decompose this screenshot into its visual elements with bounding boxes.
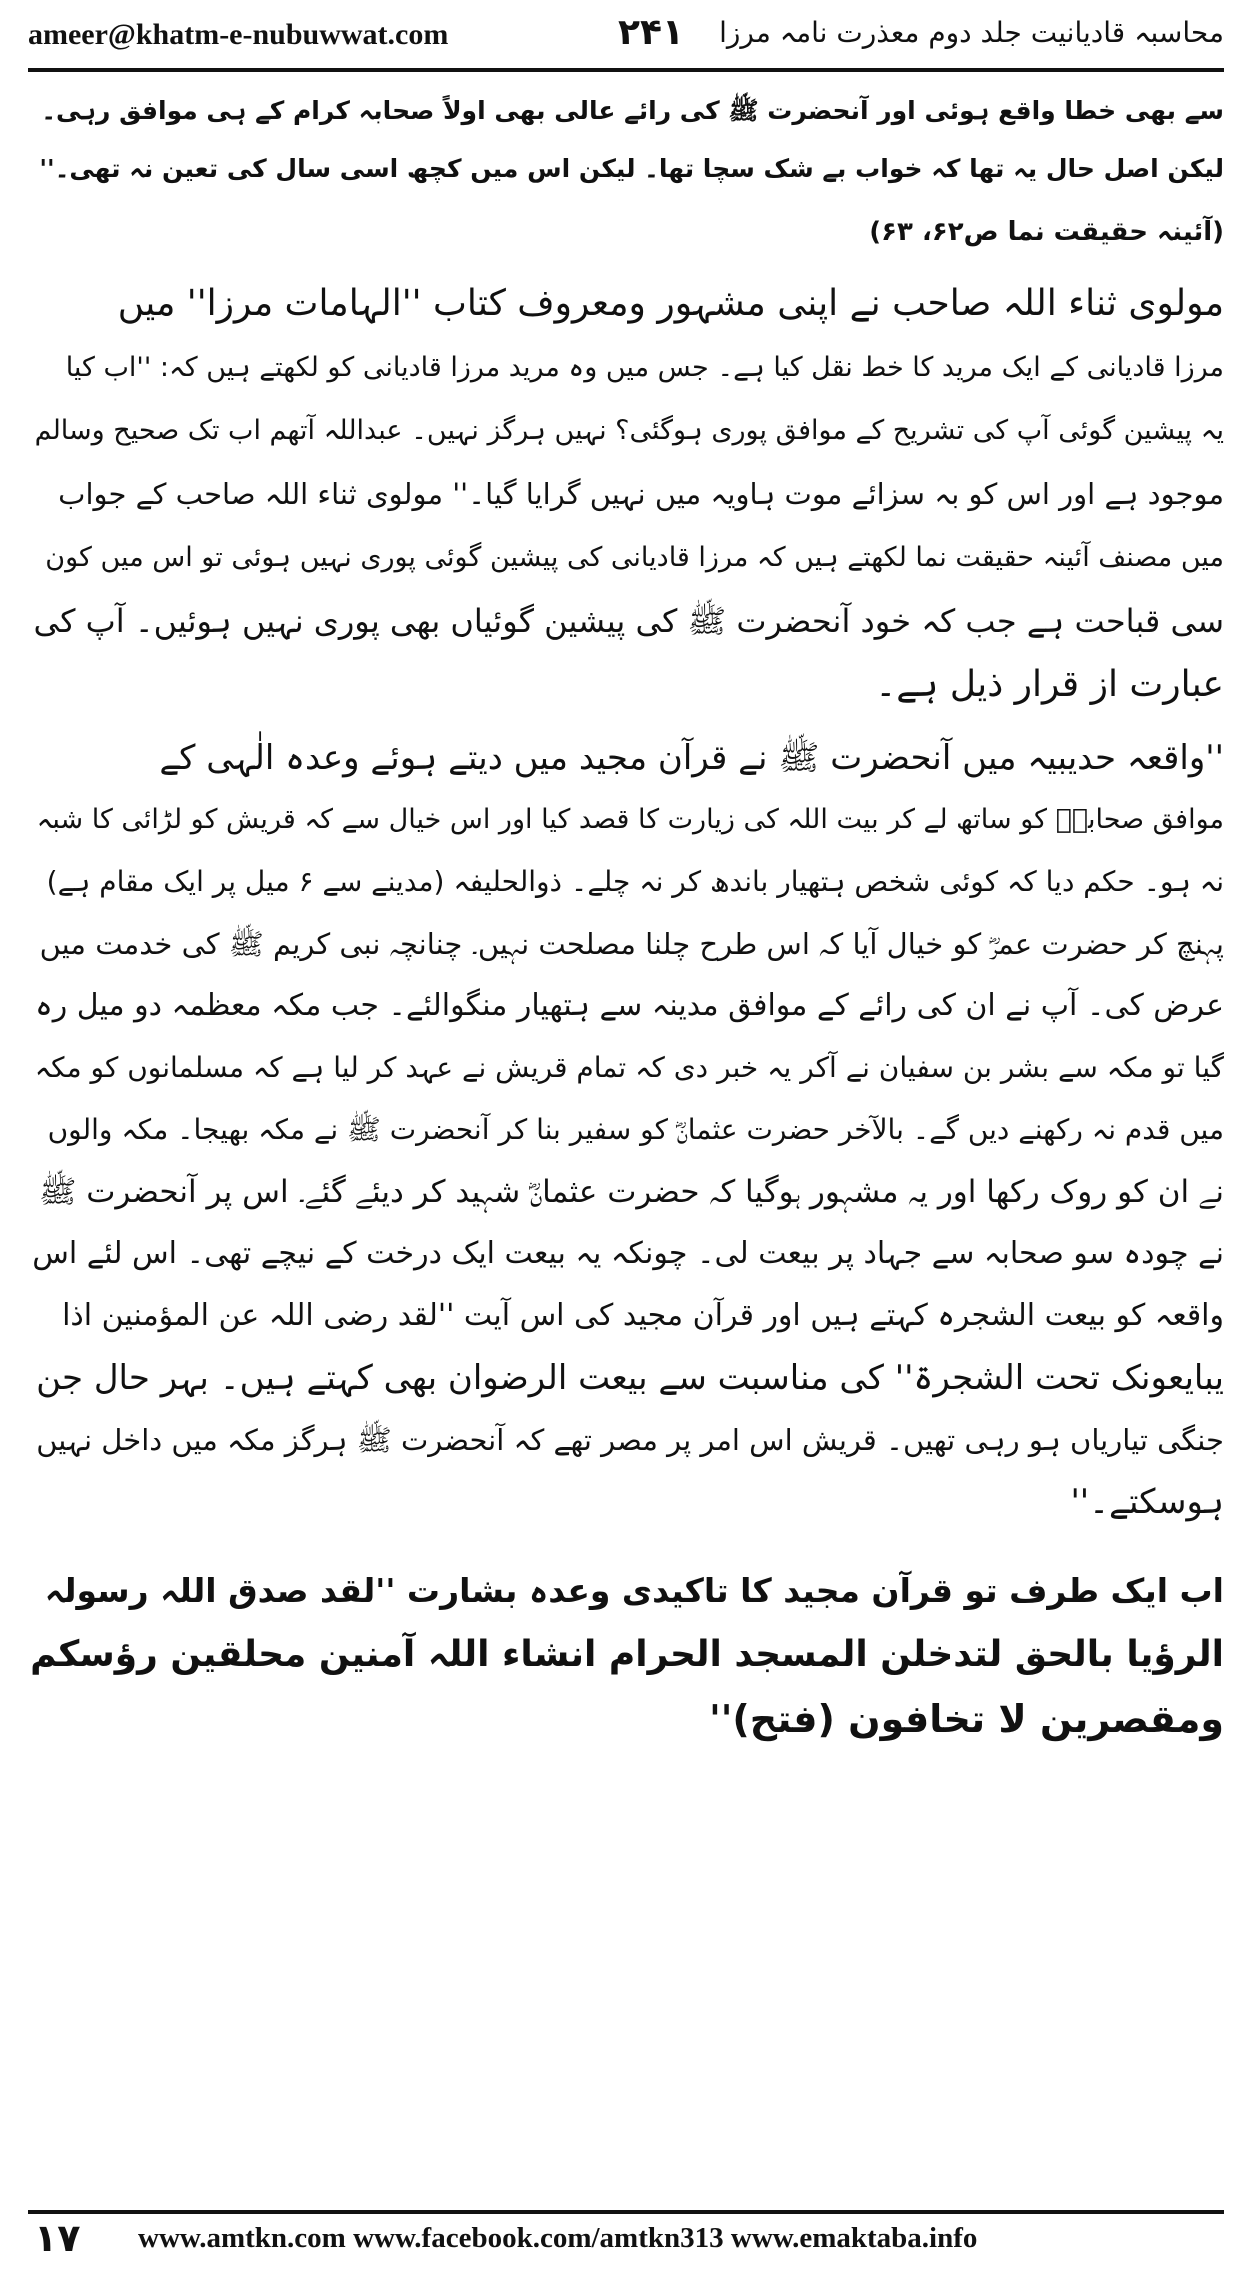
quote-1-line: لیکن اصل حال یہ تھا کہ خواب بے شک سچا تھا۔ لیکن اس میں کچھ اسی سال کی تعین نہ تھی۔'' (39, 154, 1224, 183)
quote-3-line: نے ان کو روک رکھا اور یہ مشہور ہوگیا کہ حضرت عثمانؓ شہید کر دیئے گئے۔ اس پر آنحضرت ﷺ (38, 1173, 1224, 1210)
page-content (28, 82, 1224, 2122)
footer-website-links: www.amtkn.com www.facebook.com/amtkn313 www.emaktaba.info (138, 2222, 978, 2254)
quote-3-line: میں قدم نہ رکھنے دیں گے۔ بالآخر حضرت عثمانؓ کو سفیر بنا کر آنحضرت ﷺ نے مکہ بھیجا۔ مکہ والوں (47, 1112, 1224, 1146)
quote-3-line: نہ ہو۔ حکم دیا کہ کوئی شخص ہتھیار باندھ کر نہ چلے۔ ذوالحلیفہ (مدینے سے ۶ میل پر ایک مقام ہے) (46, 864, 1224, 898)
paragraph-4-line: الرؤیا بالحق لتدخلن المسجد الحرام انشاء اللہ آمنین محلقین رؤسکم (30, 1633, 1224, 1675)
page-header (28, 8, 1224, 72)
paragraph-2-line: مرزا قادیانی کے ایک مرید کا خط نقل کیا ہے۔ جس میں وہ مرید مرزا قادیانی کو لکھتے ہیں کہ: ''اب کیا (65, 351, 1224, 383)
quote-1 (28, 82, 1224, 198)
quote-3-line: گیا تو مکہ سے بشر بن سفیان نے آکر یہ خبر دی کہ تمام قریش نے عہد کر لیا ہے کہ مسلمانوں کو مکہ (34, 1050, 1224, 1084)
paragraph-2-line: عبارت از قرار ذیل ہے۔ (875, 664, 1224, 705)
header-page-number: ۲۴۱ (618, 12, 684, 53)
paragraph-2-line: موجود ہے اور اس کو بہ سزائے موت ہاویہ میں نہیں گرایا گیا۔'' مولوی ثناء اللہ صاحب کے جواب (58, 476, 1224, 511)
quote-3-line: عرض کی۔ آپ نے ان کی رائے کے موافق مدینہ سے ہتھیار منگوالئے۔ جب مکہ معظمہ دو میل رہ (35, 987, 1224, 1023)
quote-3-line: یبایعونک تحت الشجرۃ'' کی مناسبت سے بیعت الرضوان بھی کہتے ہیں۔ بہر حال جن (36, 1357, 1224, 1398)
paragraph-4-line: ومقصرین لا تخافون (فتح)'' (709, 1696, 1224, 1741)
paragraph-2 (28, 272, 1224, 717)
reference-1: (آئینہ حقیقت نما ص۶۲، ۶۳) (869, 217, 1224, 247)
quote-3-line: پہنچ کر حضرت عمرؓ کو خیال آیا کہ اس طرح چلنا مصلحت نہیں۔ چنانچہ نبی کریم ﷺ کی خدمت میں (39, 926, 1224, 961)
page-footer (28, 2210, 1224, 2270)
quote-3-line: جنگی تیاریاں ہو رہی تھیں۔ قریش اس امر پر مصر تھے کہ آنحضرت ﷺ ہرگز مکہ میں داخل نہیں (36, 1422, 1224, 1457)
footer-page-number: ۱۷ (34, 2216, 81, 2260)
paragraph-2-line: سی قباحت ہے جب کہ خود آنحضرت ﷺ کی پیشین گوئیاں بھی پوری نہیں ہوئیں۔ آپ کی (33, 601, 1224, 640)
paragraph-4-line: اب ایک طرف تو قرآن مجید کا تاکیدی وعدہ بشارت ''لقد صدق اللہ رسولہ (44, 1570, 1224, 1610)
quote-3-line: ''واقعہ حدیبیہ میں آنحضرت ﷺ نے قرآن مجید میں دیتے ہوئے وعدہ الٰہی کے (159, 737, 1224, 778)
quote-3 (28, 727, 1224, 1533)
quote-3-line: ہوسکتے۔'' (1070, 1481, 1224, 1522)
paragraph-4 (28, 1559, 1224, 1751)
quote-3-line: موافق صحابہؓ کو ساتھ لے کر بیت اللہ کی زیارت کا قصد کیا اور اس خیال سے کہ قریش کو لڑائی کا شبہ (36, 803, 1224, 835)
paragraph-2-line: مولوی ثناء اللہ صاحب نے اپنی مشہور ومعروف کتاب ''الہامات مرزا'' میں (117, 283, 1224, 324)
quote-3-line: واقعہ کو بیعت الشجرہ کہتے ہیں اور قرآن مجید کی اس آیت ''لقد رضی اللہ عن المؤمنین اذا (62, 1297, 1224, 1333)
paragraph-2-line: میں مصنف آئینہ حقیقت نما لکھتے ہیں کہ مرزا قادیانی کی پیشین گوئی پوری نہیں ہوئی تو اس میں کون (45, 542, 1224, 573)
quote-3-line: نے چودہ سو صحابہ سے جہاد پر بیعت لی۔ چونکہ یہ بیعت ایک درخت کے نیچے تھی۔ اس لئے اس (32, 1235, 1224, 1271)
header-book-title: محاسبہ قادیانیت جلد دوم معذرت نامہ مرزا (719, 16, 1224, 49)
header-email: ameer@khatm-e-nubuwwat.com (28, 18, 449, 51)
paragraph-2-line: یہ پیشین گوئی آپ کی تشریح کے موافق پوری ہوگئی؟ نہیں ہرگز نہیں۔ عبداللہ آتھم اب تک صحیح وسالم (34, 415, 1224, 446)
quote-1-line: سے بھی خطا واقع ہوئی اور آنحضرت ﷺ کی رائے عالی بھی اولاً صحابہ کرام کے ہی موافق رہی۔ (41, 96, 1224, 125)
